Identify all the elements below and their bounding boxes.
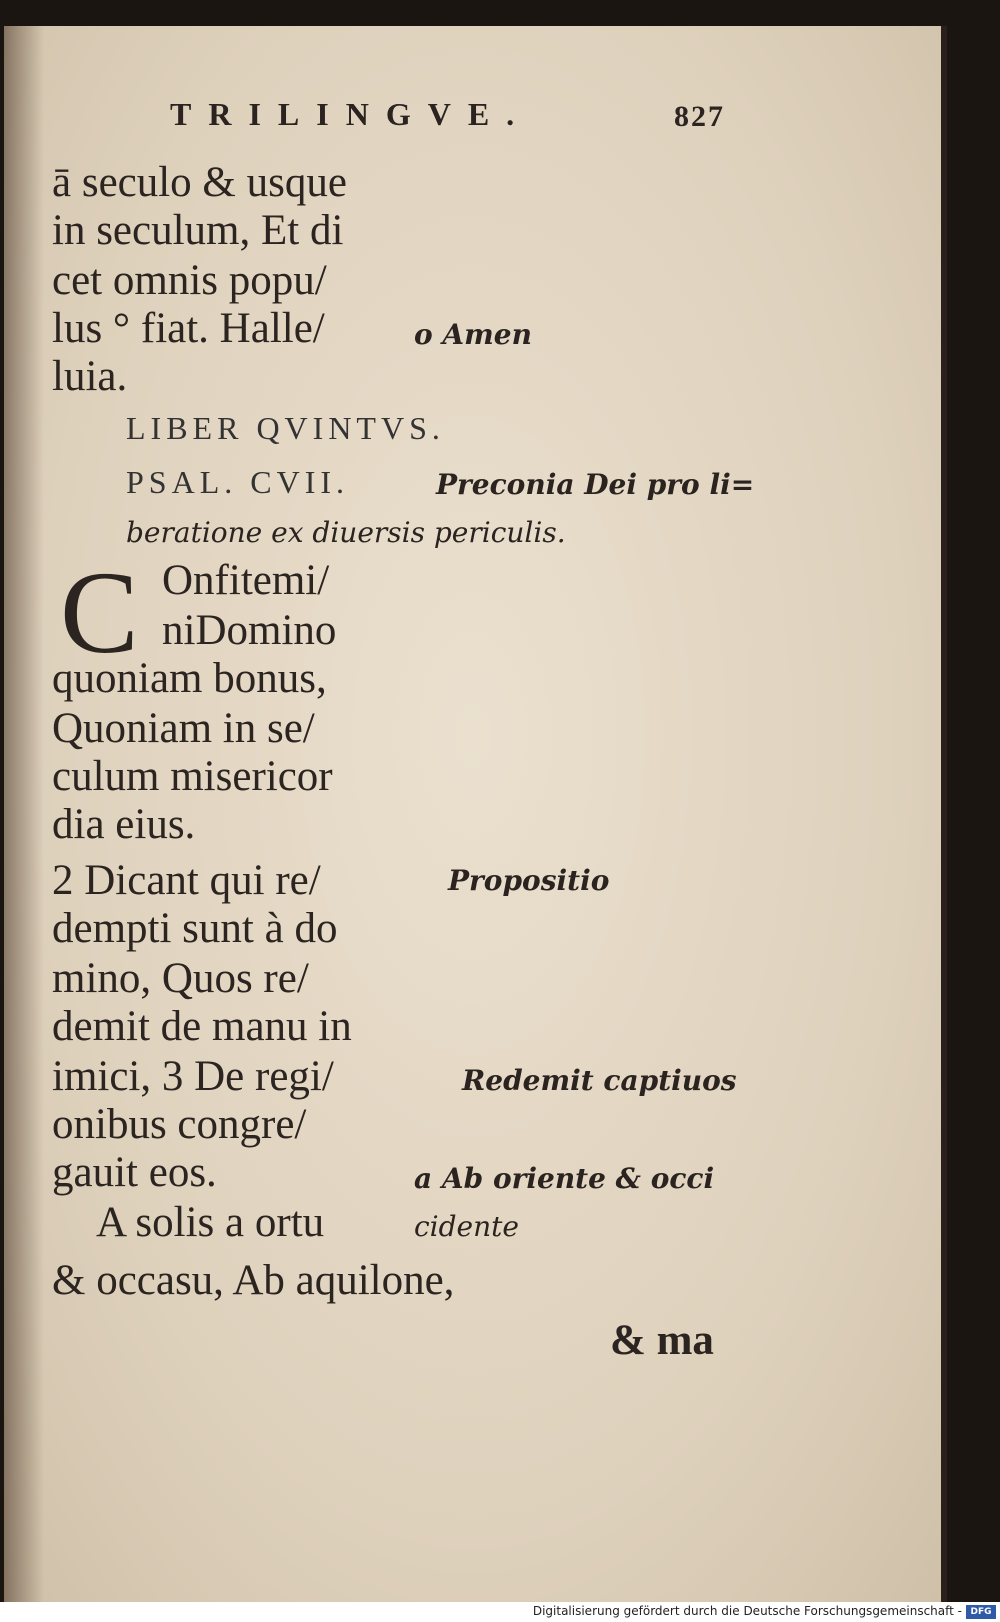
- margin-note: o Amen: [414, 318, 532, 351]
- digitization-footer: [0, 1602, 1000, 1622]
- psalm-label: PSAL. CVII.: [126, 464, 350, 500]
- psalm-summary: Preconia Dei pro li=: [436, 468, 755, 501]
- margin-note: Propositio: [448, 864, 610, 897]
- text-line: demit de manu in: [52, 1003, 352, 1050]
- margin-note: cidente: [414, 1210, 519, 1243]
- text-line: 2 Dicant qui re/: [52, 857, 321, 904]
- text-line: imici, 3 De regi/: [52, 1053, 334, 1100]
- catchword: & ma: [610, 1317, 714, 1364]
- text-line: niDomino: [162, 607, 337, 654]
- text-line: luia.: [52, 353, 128, 400]
- text-line: onibus congre/: [52, 1101, 307, 1148]
- margin-note: a Ab oriente & occi: [414, 1162, 715, 1195]
- text-line: cet omnis popu/: [52, 257, 327, 304]
- running-head: TRILINGVE.: [170, 96, 532, 132]
- text-line: gauit eos.: [52, 1149, 217, 1196]
- text-line: dia eius.: [52, 801, 196, 848]
- drop-cap: C: [60, 547, 139, 678]
- text-line: Onfitemi/: [162, 557, 330, 604]
- text-line: culum misericor: [52, 753, 333, 800]
- text-line: lus ° fiat. Halle/: [52, 305, 325, 352]
- text-line: ā seculo & usque: [52, 159, 347, 206]
- psalm-summary: beratione ex diuersis periculis.: [126, 516, 566, 549]
- folio-number: 827: [674, 100, 725, 133]
- footer-credit: Digitalisierung gefördert durch die Deutsche Forschungsgemeinschaft -: [532, 1604, 962, 1618]
- text-line: & occasu, Ab aquilone,: [52, 1257, 455, 1304]
- text-line: in seculum, Et di: [52, 207, 344, 254]
- text-line: A solis a ortu: [96, 1199, 325, 1246]
- text-line: Quoniam in se/: [52, 705, 315, 752]
- page-gutter-shadow: [4, 26, 44, 1602]
- text-line: quoniam bonus,: [52, 655, 327, 702]
- text-line: dempti sunt à do: [52, 905, 338, 952]
- margin-note: Redemit captiuos: [462, 1064, 737, 1097]
- text-line: mino, Quos re/: [52, 955, 309, 1002]
- dfg-logo: DFG: [966, 1605, 996, 1619]
- book-title: LIBER QVINTVS.: [126, 410, 445, 446]
